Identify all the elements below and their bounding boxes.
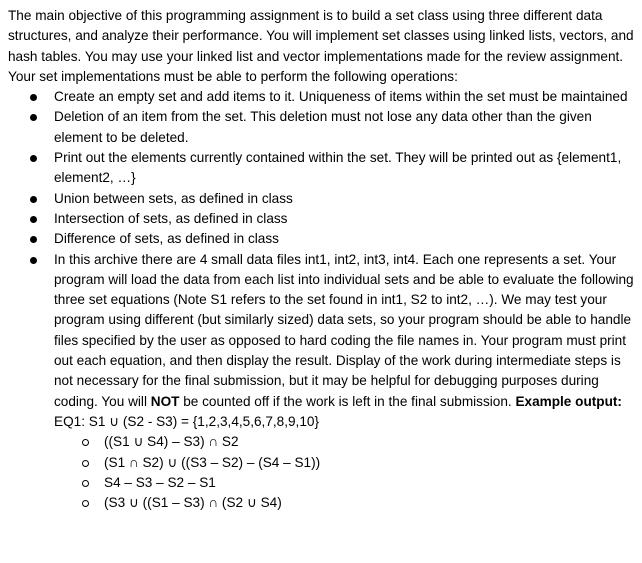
list-item <box>8 229 634 249</box>
bullet-icon <box>30 236 37 243</box>
list-item-text: Deletion of an item from the set. This deletion must not lose any data other than the given element to be deleted. <box>54 109 592 145</box>
equation-text: (S3 ∪ ((S1 – S3) ∩ (S2 ∪ S4) <box>104 495 282 511</box>
list-item <box>8 189 634 209</box>
operations-list <box>8 87 634 513</box>
list-item-text: Create an empty set and add items to it. Uniqueness of items within the set must be maintained <box>54 89 628 105</box>
equation-item <box>54 432 634 452</box>
list-item-text: Print out the elements currently contained within the set. They will be printed out as {element1, element2, …} <box>54 150 622 186</box>
list-item <box>8 209 634 229</box>
circle-bullet-icon <box>82 480 89 487</box>
bullet-icon <box>30 216 37 223</box>
list-item-text: Union between sets, as defined in class <box>54 190 293 206</box>
intro-paragraph: The main objective of this programming assignment is to build a set class using three different data structures, and analyze their performance. You will implement set classes using linked lists, vectors, and hash tables. You may use your linked list and vector implementations made for the review assignment. Your set implementations must be able to perform the following operations: <box>8 8 634 84</box>
bullet-icon <box>30 114 37 121</box>
archive-text-continued: be counted off if the work is left in the final submission. <box>179 393 516 409</box>
archive-text: In this archive there are 4 small data files int1, int2, int3, int4. Each one represents a set. Your program will load the data from each list into individual sets and be able to evaluate the following three set equations (Note S1 refers to the set found in int1, S2 to int2, …). We may test your program using different (but similarly sized) data sets, so your program should be able to handle files specified by the user as opposed to hard coding the file names in. Your program must print out each equation, and then display the result. Display of the work during intermediate steps is not necessary for the final submission, but it may be helpful for debugging purposes during coding. You will <box>54 251 634 409</box>
archive-list-item <box>8 250 634 514</box>
example-output-text: EQ1: S1 ∪ (S2 - S3) = {1,2,3,4,5,6,7,8,9,10} <box>54 413 319 429</box>
equation-text: (S1 ∩ S2) ∪ ((S3 – S2) – (S4 – S1)) <box>104 454 321 470</box>
bullet-icon <box>30 196 37 203</box>
assignment-document <box>8 6 634 513</box>
equation-item <box>54 453 634 473</box>
equation-text: ((S1 ∪ S4) – S3) ∩ S2 <box>104 434 239 450</box>
example-output-label: Example output: <box>515 393 622 409</box>
not-emphasis: NOT <box>150 393 180 409</box>
circle-bullet-icon <box>82 460 89 467</box>
list-item <box>8 148 634 189</box>
equation-text: S4 – S3 – S2 – S1 <box>104 474 216 490</box>
bullet-icon <box>30 257 37 264</box>
list-item-text: Difference of sets, as defined in class <box>54 231 279 247</box>
equation-item <box>54 493 634 513</box>
circle-bullet-icon <box>82 500 89 507</box>
equations-list <box>54 432 634 513</box>
list-item-text: Intersection of sets, as defined in class <box>54 210 288 226</box>
list-item <box>8 107 634 148</box>
list-item <box>8 87 634 107</box>
circle-bullet-icon <box>82 439 89 446</box>
bullet-icon <box>30 94 37 101</box>
equation-item <box>54 473 634 493</box>
bullet-icon <box>30 155 37 162</box>
